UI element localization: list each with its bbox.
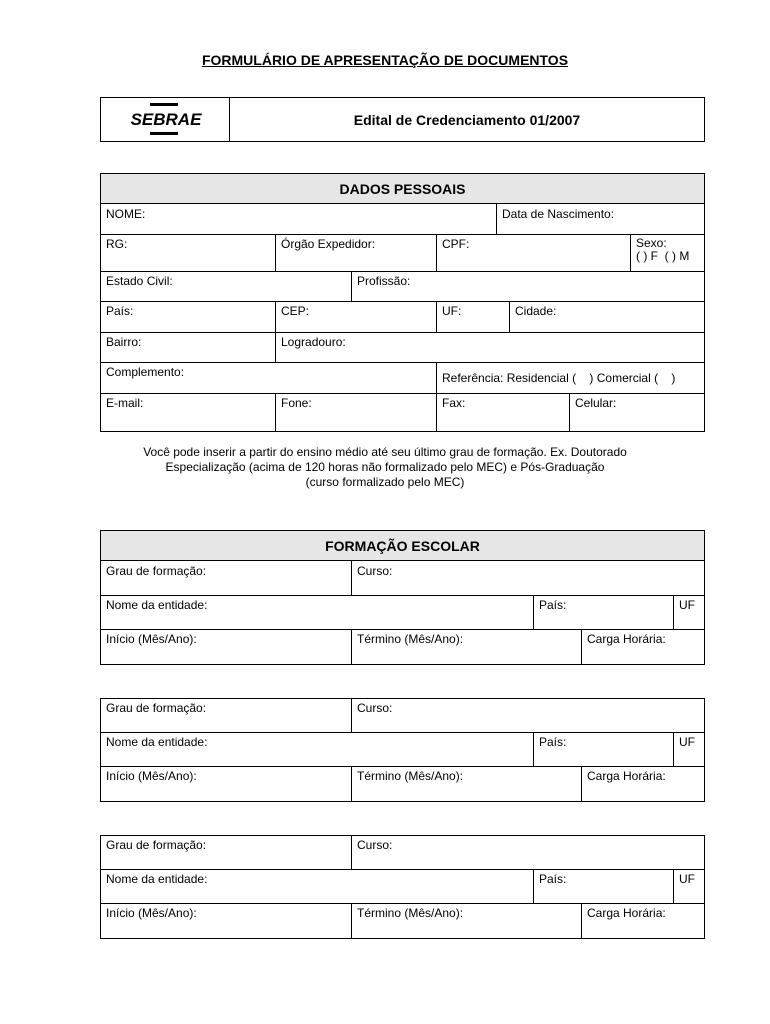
sexo-field[interactable] xyxy=(631,234,705,271)
document-title: FORMULÁRIO DE APRESENTAÇÃO DE DOCUMENTOS xyxy=(201,52,569,68)
data-nascimento-field[interactable]: Data de Nascimento: xyxy=(502,207,615,221)
entidade-field[interactable]: Nome da entidade: xyxy=(106,598,208,612)
edital-label: Edital de Credenciamento 01/2007 xyxy=(353,112,581,128)
pais-formacao-field[interactable]: País: xyxy=(539,598,567,612)
carga-horaria-field[interactable]: Carga Horária: xyxy=(587,632,666,646)
fax-field[interactable]: Fax: xyxy=(442,396,466,410)
rg-field[interactable]: RG: xyxy=(106,237,128,251)
pais-field[interactable]: País: xyxy=(106,304,134,318)
instruction-note xyxy=(100,445,670,490)
formacao-heading: FORMAÇÃO ESCOLAR xyxy=(101,531,704,561)
cpf-field[interactable]: CPF: xyxy=(442,237,470,251)
uf-formacao-field[interactable]: UF xyxy=(679,872,695,886)
uf-field[interactable]: UF: xyxy=(442,304,462,318)
grau-formacao-field[interactable]: Grau de formação: xyxy=(106,564,207,578)
svg-text:SEBRAE: SEBRAE xyxy=(130,110,202,129)
termino-field[interactable]: Término (Mês/Ano): xyxy=(357,769,464,783)
pais-formacao-field[interactable]: País: xyxy=(539,872,567,886)
orgao-expedidor-field[interactable]: Órgão Expedidor: xyxy=(281,237,376,251)
entidade-field[interactable]: Nome da entidade: xyxy=(106,735,208,749)
note-line-3: (curso formalizado pelo MEC) xyxy=(305,475,465,489)
email-field[interactable]: E-mail: xyxy=(106,396,144,410)
termino-field[interactable]: Término (Mês/Ano): xyxy=(357,906,464,920)
nome-field[interactable]: NOME: xyxy=(106,207,146,221)
logradouro-field[interactable]: Logradouro: xyxy=(281,335,346,349)
carga-horaria-field[interactable]: Carga Horária: xyxy=(587,906,666,920)
carga-horaria-field[interactable]: Carga Horária: xyxy=(587,769,666,783)
pais-formacao-field[interactable]: País: xyxy=(539,735,567,749)
inicio-field[interactable]: Início (Mês/Ano): xyxy=(106,769,197,783)
fone-field[interactable]: Fone: xyxy=(281,396,312,410)
curso-field[interactable]: Curso: xyxy=(357,701,393,715)
cidade-field[interactable]: Cidade: xyxy=(515,304,557,318)
note-line-2: Especialização (acima de 120 horas não formalizado pelo MEC) e Pós-Graduação xyxy=(165,460,605,474)
grau-formacao-field[interactable]: Grau de formação: xyxy=(106,701,207,715)
curso-field[interactable]: Curso: xyxy=(357,838,393,852)
cep-field[interactable]: CEP: xyxy=(281,304,310,318)
curso-field[interactable]: Curso: xyxy=(357,564,393,578)
complemento-field[interactable]: Complemento: xyxy=(106,365,185,379)
inicio-field[interactable]: Início (Mês/Ano): xyxy=(106,632,197,646)
sexo-options: ( ) F ( ) M xyxy=(636,249,690,263)
grau-formacao-field[interactable]: Grau de formação: xyxy=(106,838,207,852)
sexo-label: Sexo: xyxy=(636,236,667,250)
note-line-1: Você pode inserir a partir do ensino médio até seu último grau de formação. Ex. Doutorado xyxy=(143,445,627,459)
uf-formacao-field[interactable]: UF xyxy=(679,735,695,749)
uf-formacao-field[interactable]: UF xyxy=(679,598,695,612)
profissao-field[interactable]: Profissão: xyxy=(357,274,411,288)
inicio-field[interactable]: Início (Mês/Ano): xyxy=(106,906,197,920)
termino-field[interactable]: Término (Mês/Ano): xyxy=(357,632,464,646)
estado-civil-field[interactable]: Estado Civil: xyxy=(106,274,173,288)
dados-pessoais-heading: DADOS PESSOAIS xyxy=(101,174,704,204)
sebrae-logo xyxy=(130,100,202,138)
bairro-field[interactable]: Bairro: xyxy=(106,335,142,349)
referencia-field[interactable]: Referência: Residencial ( ) Comercial ( ) xyxy=(442,371,676,385)
celular-field[interactable]: Celular: xyxy=(575,396,617,410)
entidade-field[interactable]: Nome da entidade: xyxy=(106,872,208,886)
